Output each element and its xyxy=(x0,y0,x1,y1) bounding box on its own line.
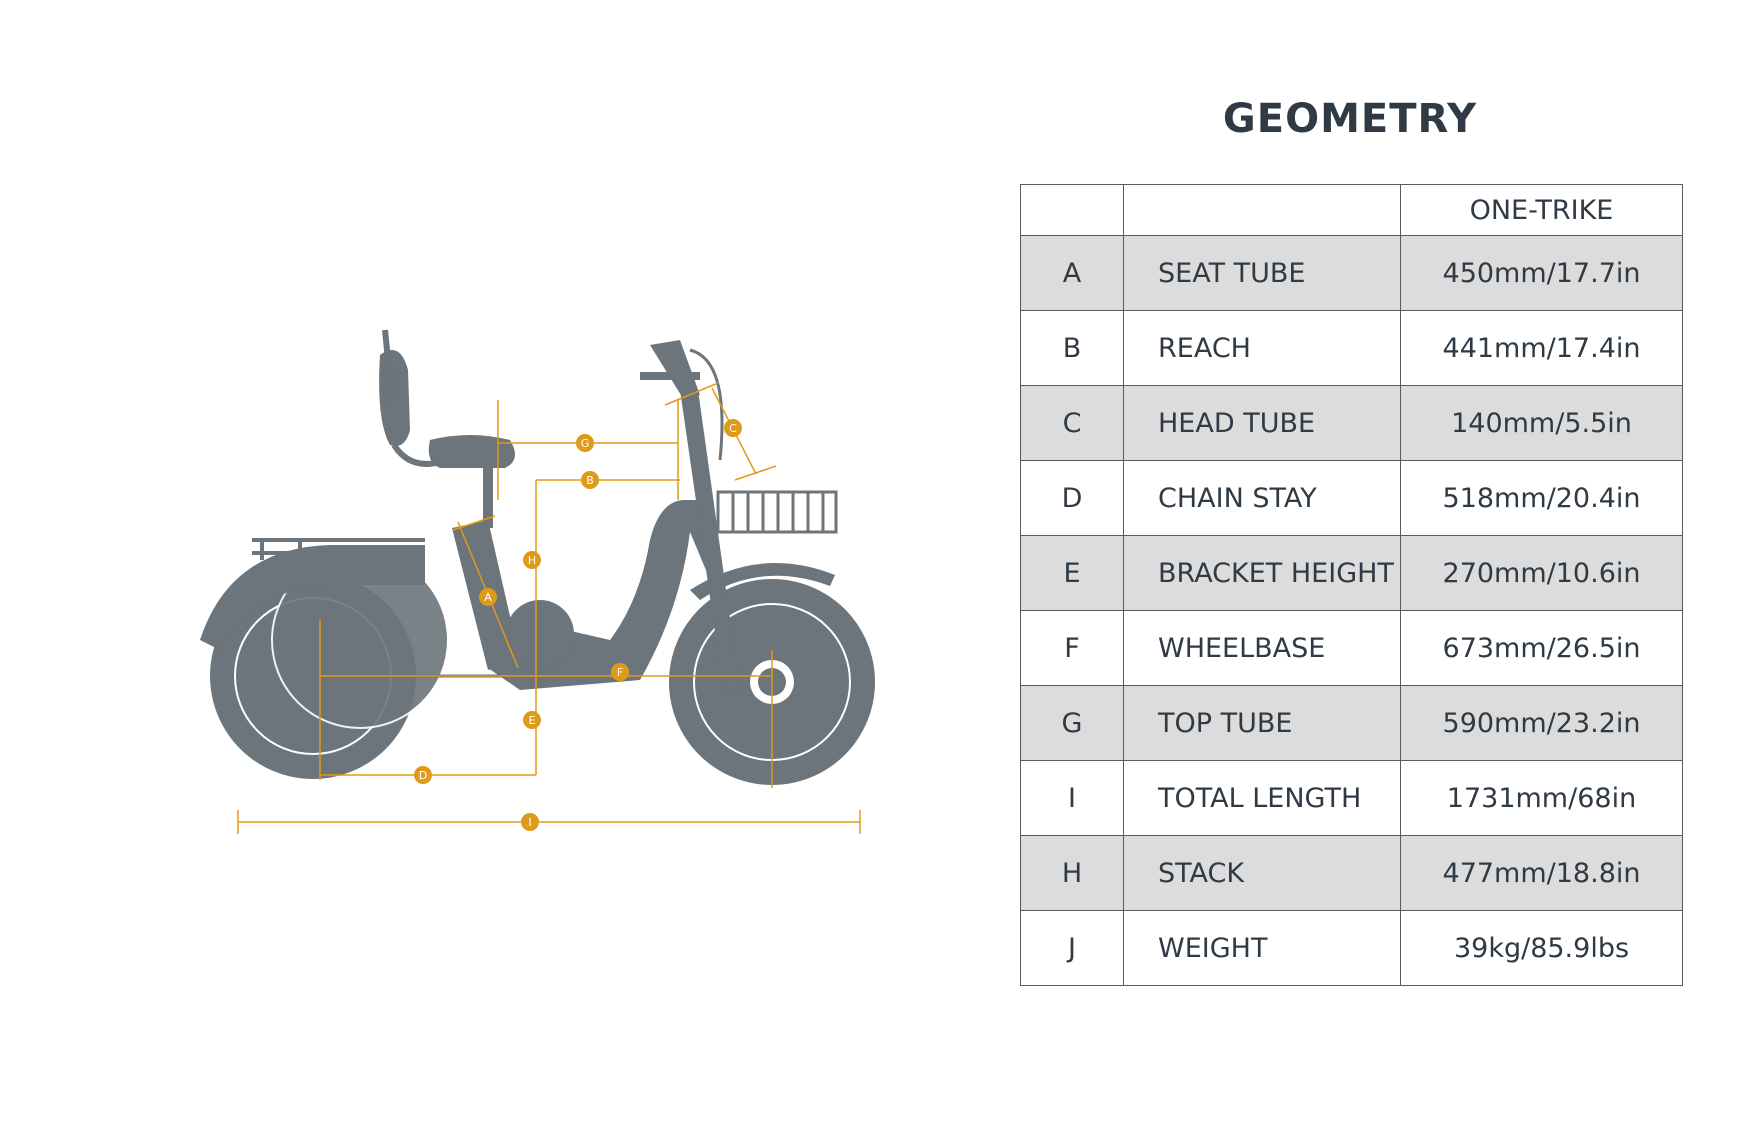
marker-g-label: G xyxy=(580,437,590,450)
row-name: CHAIN STAY xyxy=(1124,461,1401,536)
measure-c-tick-bottom xyxy=(735,466,776,480)
marker-e-label: E xyxy=(528,714,536,727)
geometry-table xyxy=(1020,184,1683,986)
row-letter: J xyxy=(1021,911,1124,986)
table-row xyxy=(1021,761,1683,836)
header-letter-cell xyxy=(1021,185,1124,236)
row-name: REACH xyxy=(1124,311,1401,386)
marker-e xyxy=(523,711,541,729)
row-value: 140mm/5.5in xyxy=(1401,386,1683,461)
page-title: GEOMETRY xyxy=(1222,96,1478,142)
row-value: 477mm/18.8in xyxy=(1401,836,1683,911)
marker-f xyxy=(611,663,629,681)
marker-b xyxy=(581,471,599,489)
row-letter: G xyxy=(1021,686,1124,761)
marker-d xyxy=(414,766,432,784)
row-name: BRACKET HEIGHT xyxy=(1124,536,1401,611)
row-name: HEAD TUBE xyxy=(1124,386,1401,461)
table-header-row xyxy=(1021,185,1683,236)
row-value: 673mm/26.5in xyxy=(1401,611,1683,686)
row-value: 1731mm/68in xyxy=(1401,761,1683,836)
marker-i-label: I xyxy=(528,816,532,829)
row-letter: C xyxy=(1021,386,1124,461)
row-value: 518mm/20.4in xyxy=(1401,461,1683,536)
handlebar xyxy=(640,372,700,380)
front-basket xyxy=(718,492,836,532)
row-value: 450mm/17.7in xyxy=(1401,236,1683,311)
marker-i xyxy=(521,813,539,831)
row-letter: H xyxy=(1021,836,1124,911)
table-row xyxy=(1021,836,1683,911)
row-name: WEIGHT xyxy=(1124,911,1401,986)
table-row xyxy=(1021,386,1683,461)
row-name: TOP TUBE xyxy=(1124,686,1401,761)
row-value: 39kg/85.9lbs xyxy=(1401,911,1683,986)
marker-a-label: A xyxy=(484,591,492,604)
marker-f-label: F xyxy=(616,666,624,679)
table-row xyxy=(1021,911,1683,986)
row-name: TOTAL LENGTH xyxy=(1124,761,1401,836)
table-row xyxy=(1021,536,1683,611)
marker-b-label: B xyxy=(586,474,594,487)
header-model-cell: ONE-TRIKE xyxy=(1401,185,1683,236)
marker-g xyxy=(576,434,594,452)
row-letter: I xyxy=(1021,761,1124,836)
row-name: SEAT TUBE xyxy=(1124,236,1401,311)
marker-c xyxy=(724,419,742,437)
table-row xyxy=(1021,611,1683,686)
row-name: WHEELBASE xyxy=(1124,611,1401,686)
row-letter: B xyxy=(1021,311,1124,386)
marker-d-label: D xyxy=(418,769,428,782)
header-name-cell xyxy=(1124,185,1401,236)
marker-a xyxy=(479,588,497,606)
row-value: 270mm/10.6in xyxy=(1401,536,1683,611)
table-row xyxy=(1021,236,1683,311)
row-letter: E xyxy=(1021,536,1124,611)
table-row xyxy=(1021,686,1683,761)
row-name: STACK xyxy=(1124,836,1401,911)
row-value: 590mm/23.2in xyxy=(1401,686,1683,761)
row-letter: D xyxy=(1021,461,1124,536)
saddle xyxy=(429,435,515,468)
marker-c-label: C xyxy=(729,422,737,435)
table-row xyxy=(1021,461,1683,536)
row-letter: A xyxy=(1021,236,1124,311)
marker-h xyxy=(523,551,541,569)
handlebar-stem xyxy=(650,340,700,400)
row-letter: F xyxy=(1021,611,1124,686)
row-value: 441mm/17.4in xyxy=(1401,311,1683,386)
marker-h-label: H xyxy=(527,554,537,567)
motor xyxy=(506,600,574,668)
table-row xyxy=(1021,311,1683,386)
